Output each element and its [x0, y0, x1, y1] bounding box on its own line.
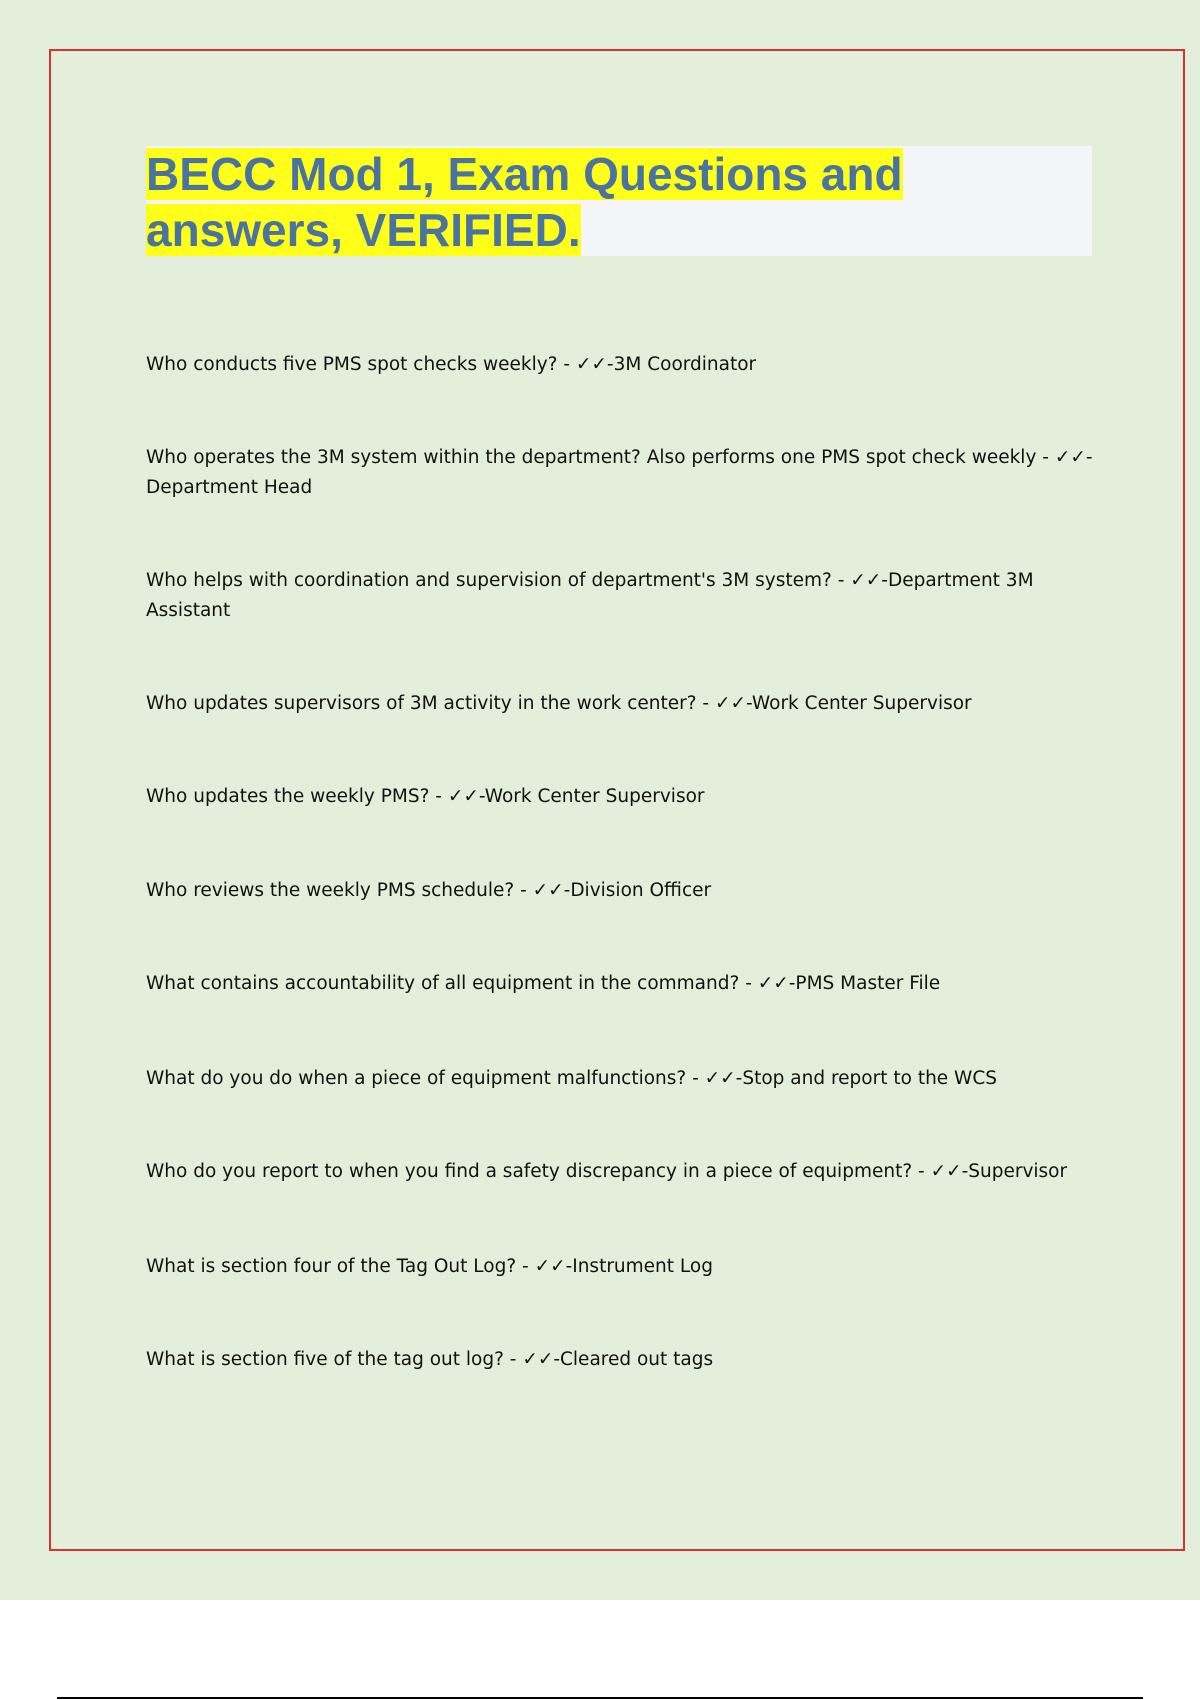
qa-item-9: Who do you report to when you find a safety discrepancy in a piece of equipment? - ✓✓-Supervisor [146, 1161, 1068, 1182]
qa-item-6: Who reviews the weekly PMS schedule? - ✓✓-Division Officer [146, 880, 712, 901]
qa-item-4: Who updates supervisors of 3M activity in the work center? - ✓✓-Work Center Supervisor [146, 693, 972, 714]
qa-item-2: Who operates the 3M system within the department? Also performs one PMS spot check weekly - ✓✓-Department Head [146, 447, 1093, 498]
qa-item-8: What do you do when a piece of equipment malfunctions? - ✓✓-Stop and report to the WCS [146, 1068, 998, 1089]
footer-rule [57, 1697, 1143, 1699]
title-highlight: BECC Mod 1, Exam Questions and answers, VERIFIED. [146, 148, 903, 256]
qa-item-5: Who updates the weekly PMS? - ✓✓-Work Center Supervisor [146, 786, 705, 807]
document-title [146, 146, 1092, 258]
qa-item-1: Who conducts five PMS spot checks weekly? - ✓✓-3M Coordinator [146, 354, 757, 375]
qa-item-3: Who helps with coordination and supervision of department's 3M system? - ✓✓-Department 3M Assistant [146, 570, 1034, 621]
qa-item-11: What is section five of the tag out log? - ✓✓-Cleared out tags [146, 1349, 714, 1370]
qa-item-7: What contains accountability of all equipment in the command? - ✓✓-PMS Master File [146, 973, 941, 994]
qa-item-10: What is section four of the Tag Out Log? - ✓✓-Instrument Log [146, 1256, 713, 1277]
title-block [146, 146, 1092, 256]
